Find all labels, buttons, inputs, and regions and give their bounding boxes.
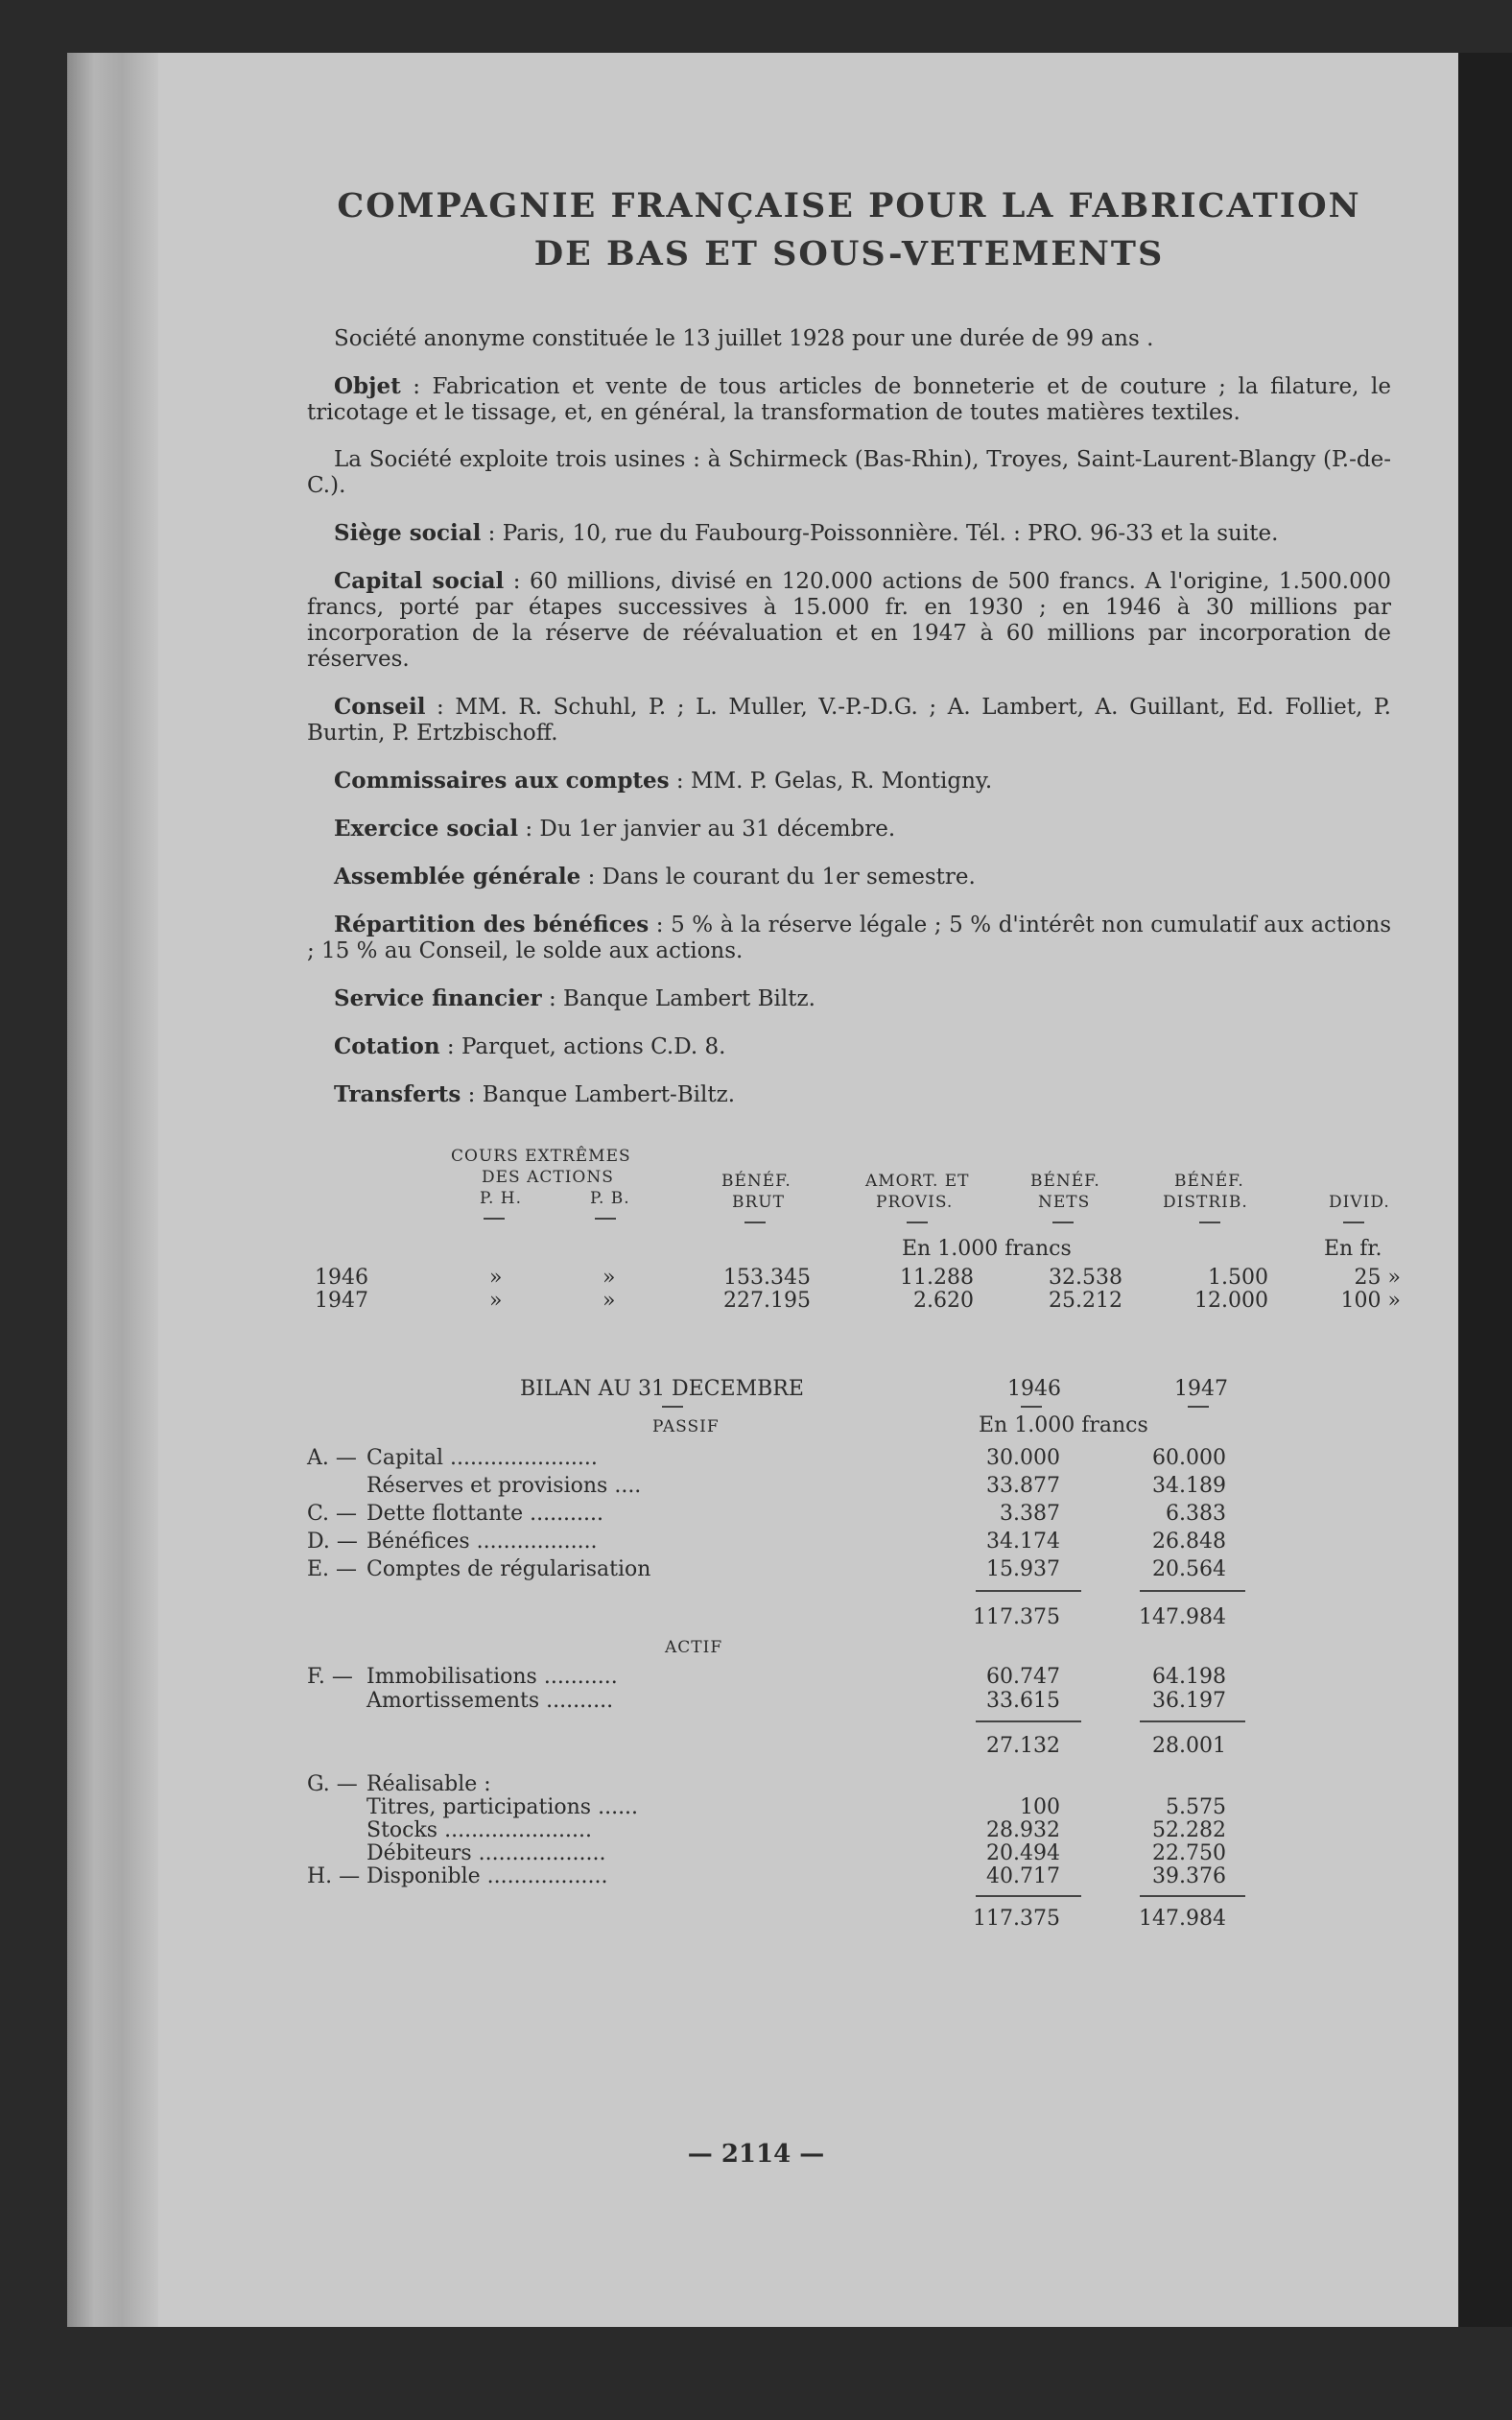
row-label: Stocks ......................	[366, 1818, 592, 1842]
header-nets: NETS	[1038, 1193, 1091, 1212]
row-value-1947: 20.564	[1152, 1557, 1226, 1581]
row-label: Capital ......................	[366, 1446, 598, 1470]
passif-total-1947: 147.984	[1139, 1605, 1226, 1629]
service-paragraph: Service financier : Banque Lambert Biltz.	[334, 985, 815, 1011]
row-brut: 153.345	[723, 1266, 811, 1290]
row-value-1947: 6.383	[1166, 1502, 1226, 1526]
header-cours: COURS EXTRÊMES	[451, 1147, 631, 1166]
row-divid: 100 »	[1340, 1289, 1401, 1313]
immob-net-1947: 28.001	[1152, 1734, 1226, 1758]
binding-shadow	[1458, 53, 1512, 2327]
row-value-1946: 33.877	[986, 1474, 1060, 1498]
row-nets: 32.538	[1049, 1266, 1122, 1290]
actif-heading: ACTIF	[665, 1638, 723, 1657]
row-value-1947: 64.198	[1152, 1665, 1226, 1689]
row-value-1947: 5.575	[1166, 1795, 1226, 1819]
row-distrib: 12.000	[1194, 1289, 1268, 1313]
header-des-actions: DES ACTIONS	[482, 1168, 614, 1187]
title-line-1: COMPAGNIE FRANÇAISE POUR LA FABRICATION	[337, 186, 1361, 225]
total-rule	[976, 1895, 1081, 1897]
row-letter: E. —	[307, 1557, 358, 1581]
dash	[1188, 1406, 1209, 1408]
dash	[1199, 1222, 1220, 1223]
row-label: Titres, participations ......	[366, 1795, 639, 1819]
header-benef-nets-1: BÉNÉF.	[1030, 1172, 1100, 1191]
row-divid: 25 »	[1354, 1266, 1401, 1290]
row-letter: G. —	[307, 1772, 358, 1796]
row-label: Comptes de régularisation	[366, 1557, 651, 1581]
document-body	[307, 182, 1391, 1129]
header-divid: DIVID.	[1329, 1193, 1390, 1212]
row-value-1947: 22.750	[1152, 1841, 1226, 1865]
row-pb: »	[602, 1289, 616, 1313]
actif-total-1947: 147.984	[1139, 1907, 1226, 1931]
row-label: Amortissements ..........	[366, 1689, 614, 1713]
header-distrib: DISTRIB.	[1163, 1193, 1248, 1212]
dash	[744, 1222, 766, 1223]
row-value-1947: 34.189	[1152, 1474, 1226, 1498]
unit-fr: En fr.	[1324, 1237, 1382, 1261]
row-pb: »	[602, 1266, 616, 1290]
assemblee-paragraph: Assemblée générale : Dans le courant du 1er semestre.	[334, 864, 976, 890]
row-value-1946: 60.747	[986, 1665, 1060, 1689]
row-value-1947: 36.197	[1152, 1689, 1226, 1713]
header-benef-distrib-1: BÉNÉF.	[1174, 1172, 1244, 1191]
intro-line: Société anonyme constituée le 13 juillet 1928 pour une durée de 99 ans .	[334, 326, 1154, 351]
row-year: 1947	[315, 1289, 368, 1313]
header-pb: P. B.	[590, 1189, 630, 1208]
total-rule	[1140, 1895, 1245, 1897]
row-amort: 2.620	[913, 1289, 974, 1313]
siege-paragraph: Siège social : Paris, 10, rue du Faubourg-Poissonnière. Tél. : PRO. 96-33 et la suite.	[334, 520, 1279, 546]
passif-total-1946: 117.375	[973, 1605, 1060, 1629]
row-value-1946: 34.174	[986, 1530, 1060, 1554]
row-value-1946: 40.717	[986, 1864, 1060, 1888]
dash	[662, 1406, 683, 1408]
conseil-paragraph: Conseil : MM. R. Schuhl, P. ; L. Muller, V.-P.-D.G. ; A. Lambert, A. Guillant, Ed. Folliet, P. Burtin, P. Ertzbischoff.	[307, 694, 1391, 746]
row-nets: 25.212	[1049, 1289, 1122, 1313]
row-letter: C. —	[307, 1502, 358, 1526]
actif-total-1946: 117.375	[973, 1907, 1060, 1931]
row-label: Débiteurs ...................	[366, 1841, 606, 1865]
row-amort: 11.288	[900, 1266, 974, 1290]
row-value-1947: 52.282	[1152, 1818, 1226, 1842]
total-rule	[1140, 1590, 1245, 1592]
row-value-1946: 20.494	[986, 1841, 1060, 1865]
cotation-paragraph: Cotation : Parquet, actions C.D. 8.	[334, 1033, 726, 1059]
row-letter: A. —	[307, 1446, 357, 1470]
bilan-year-1946: 1946	[1007, 1377, 1061, 1401]
dash	[1343, 1222, 1364, 1223]
repartition-paragraph: Répartition des bénéfices : 5 % à la réserve légale ; 5 % d'intérêt non cumulatif aux actions ; 15 % au Conseil, le solde aux actions.	[307, 912, 1392, 963]
row-letter: D. —	[307, 1530, 358, 1554]
company-title	[307, 182, 1391, 278]
row-label: Dette flottante ...........	[366, 1502, 604, 1526]
header-brut: BRUT	[732, 1193, 785, 1212]
row-ph: »	[489, 1289, 503, 1313]
subtotal-rule	[976, 1720, 1081, 1722]
page-stack-edge	[67, 53, 158, 2327]
title-line-2: DE BAS ET SOUS-VETEMENTS	[533, 234, 1165, 273]
row-label: Bénéfices ..................	[366, 1530, 598, 1554]
header-amort: AMORT. ET	[865, 1172, 970, 1191]
row-letter: F. —	[307, 1665, 353, 1689]
bilan-unit: En 1.000 francs	[979, 1413, 1148, 1437]
dash	[907, 1222, 928, 1223]
row-letter: H. —	[307, 1864, 361, 1888]
row-value-1947: 26.848	[1152, 1530, 1226, 1554]
dash	[484, 1218, 505, 1220]
row-value-1946: 30.000	[986, 1446, 1060, 1470]
unit-francs: En 1.000 francs	[902, 1237, 1072, 1261]
capital-paragraph: Capital social : 60 millions, divisé en 120.000 actions de 500 francs. A l'origine, 1.500.000 francs, porté par étapes successives à 15.000 fr. en 1930 ; en 1946 à 30 millions par incorporation de la réserve de réévaluation et en 1947 à 60 millions par incorporation de réserves.	[307, 568, 1391, 672]
exercice-paragraph: Exercice social : Du 1er janvier au 31 décembre.	[334, 816, 896, 842]
row-year: 1946	[315, 1266, 368, 1290]
commissaires-paragraph: Commissaires aux comptes : MM. P. Gelas, R. Montigny.	[334, 768, 993, 794]
page-number: — 2114 —	[687, 2140, 825, 2169]
passif-heading: PASSIF	[652, 1417, 720, 1436]
total-rule	[976, 1590, 1081, 1592]
row-label: Disponible ..................	[366, 1864, 608, 1888]
row-distrib: 1.500	[1208, 1266, 1268, 1290]
row-value-1947: 60.000	[1152, 1446, 1226, 1470]
row-ph: »	[489, 1266, 503, 1290]
row-value-1947: 39.376	[1152, 1864, 1226, 1888]
row-value-1946: 100	[1020, 1795, 1060, 1819]
bilan-year-1947: 1947	[1174, 1377, 1228, 1401]
immob-net-1946: 27.132	[986, 1734, 1060, 1758]
row-label: Réserves et provisions ....	[366, 1474, 642, 1498]
objet-paragraph: Objet : Fabrication et vente de tous articles de bonneterie et de couture ; la filature, le tricotage et le tissage, et, en général, la transformation de toutes matières textiles.	[307, 373, 1391, 425]
header-benef-brut-1: BÉNÉF.	[721, 1172, 791, 1191]
subtotal-rule	[1140, 1720, 1245, 1722]
transferts-paragraph: Transferts : Banque Lambert-Biltz.	[334, 1081, 736, 1107]
dash	[1021, 1406, 1042, 1408]
row-value-1946: 33.615	[986, 1689, 1060, 1713]
header-provis: PROVIS.	[876, 1193, 954, 1212]
realisable-heading: Réalisable :	[366, 1772, 491, 1796]
row-value-1946: 3.387	[1000, 1502, 1060, 1526]
dash	[1052, 1222, 1074, 1223]
row-brut: 227.195	[723, 1289, 811, 1313]
dash	[595, 1218, 616, 1220]
usines-paragraph: La Société exploite trois usines : à Schirmeck (Bas-Rhin), Troyes, Saint-Laurent-Blangy (P.-de-C.).	[307, 447, 1391, 498]
bilan-title: BILAN AU 31 DECEMBRE	[520, 1377, 804, 1401]
row-label: Immobilisations ...........	[366, 1665, 618, 1689]
header-ph: P. H.	[480, 1189, 523, 1208]
row-value-1946: 28.932	[986, 1818, 1060, 1842]
row-value-1946: 15.937	[986, 1557, 1060, 1581]
